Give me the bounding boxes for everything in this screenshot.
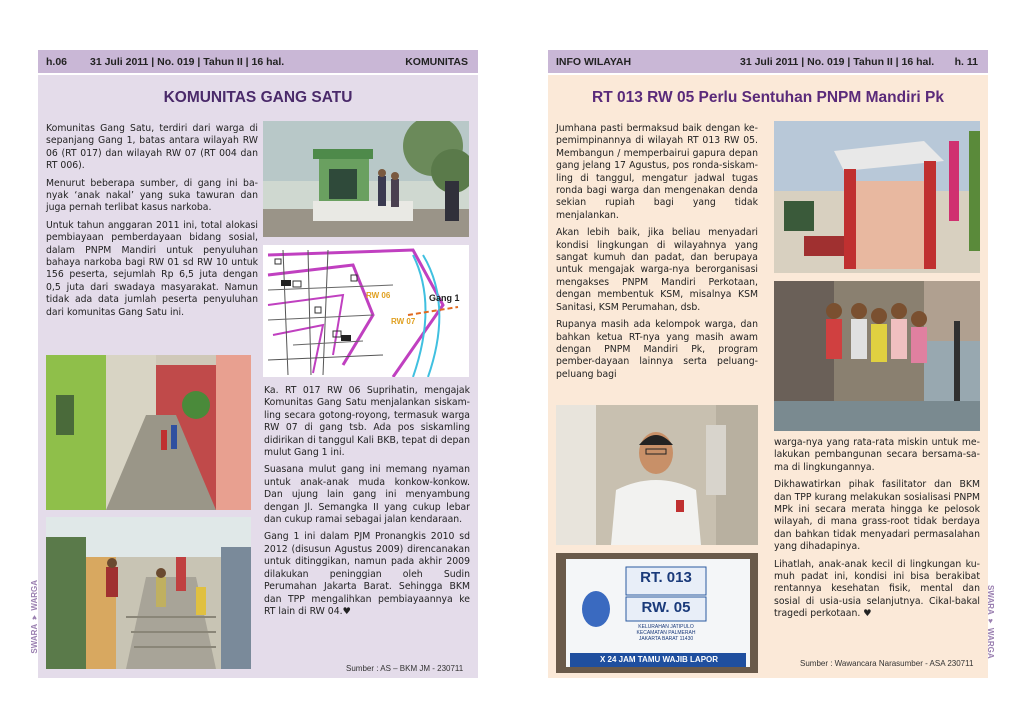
left-col2-para-3: Gang 1 ini dalam PJM Pronangkis 2010 sd 2012 (disusun Agustus 2009) direncanakan untuk ditinggikan, namun pada akhir 2009 dilakukan peninggian oleh Sudin Perumahan Jakarta Barat. Sehingga BKM dan TPP mengalihkan pembiayaannya ke RT lain di RW 04.♥ <box>264 531 470 617</box>
left-col2-para-1: Ka. RT 017 RW 06 Suprihatin, mengajak Komunitas Gang Satu menjalankan siskam-ling secara gotong-royong, termasuk warga RW 07 di gang tsb. Ada pos siskamling didirikan di tanggul Kali BKB, tepat di depan mulut Gang 1 ini. <box>264 385 470 459</box>
right-page <box>548 50 988 678</box>
left-column-2 <box>264 385 470 623</box>
right-col2-para-1: warga-nya yang rata-rata miskin untuk me-lakukan pembangunan secara bersama-sa-ma di lingkungannya. <box>774 437 980 473</box>
gate-photo <box>774 121 980 273</box>
map-label-gang1: Gang 1 <box>429 293 460 303</box>
sign-rw: RW. 05 <box>641 599 691 616</box>
right-source: Sumber : Wawancara Narasumber - ASA 230711 <box>800 659 974 668</box>
left-page-number: h.06 <box>46 56 68 68</box>
children-photo <box>774 281 980 431</box>
alley-photo-2 <box>46 517 251 669</box>
left-col1-para-2: Menurut beberapa sumber, di gang ini ba-nyak ‘anak nakal’ yang suka tawuran dan juga pernah terlibat kasus narkoba. <box>46 177 258 214</box>
right-col1-para-3: Rupanya masih ada kelompok warga, dan bahkan ketua RT-nya yang masih awam dengan PNPM Mandiri Pk, program pember-dayaan lainnya serta peluang-peluang bagi <box>556 319 758 380</box>
right-column-1 <box>556 123 758 386</box>
left-body <box>38 75 478 678</box>
gang-map <box>263 245 469 377</box>
right-col1-para-1: Jumhana pasti bermaksud baik dengan ke-pemimpinannya di wilayah RT 013 RW 05. Membangun / memperbairui gapura depan gang jelang 17 Agustus, pos ronda-siskam-ling di tanggul, mengatur jadwal tugas ronda bagi warga dan mengenakan denda sekian rupiah bagi yang tidak menjalankan. <box>556 123 758 221</box>
right-col1-para-2: Akan lebih baik, jika beliau menyadari kondisi lingkungan di wilayahnya yang sangat kumuh dan padat, dan berupaya untuk mengajak warga-nya berorganisasi mengakses PNPM Mandiri Perkotaan, dengan membentuk KSM, misalnya KSM Sanitasi, KSM Perumahan, dsb. <box>556 227 758 313</box>
right-body <box>548 75 988 678</box>
sign-address <box>616 624 716 642</box>
sign-line-2: KECAMATAN PALMERAH <box>636 630 696 636</box>
right-section-label: INFO WILAYAH <box>556 56 632 68</box>
left-col1-para-3: Untuk tahun anggaran 2011 ini, total alokasi pembiayaan pemberdayaan bidang sosial, dalam PNPM Mandiri untuk penyuluhan bahaya narkoba bagi RW 01 sd RW 10 untuk 156 peserta, sejumlah Rp 6,5 juta dengan 0,5 juta dari swadaya masyarakat. Namun tidak ada data jumlah peserta penyuluhan dari komunitas Gang Satu ini. <box>46 219 258 318</box>
left-issue-info: 31 Juli 2011 | No. 019 | Tahun II | 16 hal. <box>90 56 285 68</box>
left-column-1 <box>46 123 258 324</box>
left-col1-para-1: Komunitas Gang Satu, terdiri dari warga di sepanjang Gang 1, batas antara wilayah RW 06 (RT 017) dan wilayah RW 07 (RT 004 dan RT 006). <box>46 123 258 172</box>
right-column-2 <box>774 437 980 626</box>
right-col2-para-3: Lihatlah, anak-anak kecil di lingkungan ku-muh padat ini, kondisi ini bisa berakibat rentannya kesehatan fisik, mental dan sosial di usia-usia selanjutnya. Cikal-bakal tragedi perkotaan. ♥ <box>774 558 980 620</box>
guard-post-photo <box>263 121 469 237</box>
left-section-label: KOMUNITAS <box>405 56 468 68</box>
map-label-rw07: RW 07 <box>391 317 416 326</box>
left-header <box>38 50 478 73</box>
right-side-label: SWARA ♥ WARGA <box>986 585 995 659</box>
sign-bottom-text: X 24 JAM TAMU WAJIB LAPOR <box>599 655 719 664</box>
right-page-number: h. 11 <box>954 56 978 68</box>
rt-sign-photo <box>556 553 758 673</box>
map-label-rw06: RW 06 <box>366 291 391 300</box>
sign-line-3: JAKARTA BARAT 11430 <box>638 636 694 642</box>
left-page <box>38 50 478 678</box>
left-col2-para-2: Suasana mulut gang ini memang nyaman untuk anak-anak muda konkow-konkow. Dan ujung lain gang ini menyambung dengan Jl. Semangka II yang cukup lebar dan cukup ramai sebagai jalan kendaraan. <box>264 464 470 526</box>
sign-line-1: KELURAHAN JATIPULO <box>638 624 694 630</box>
right-col2-para-2: Dikhawatirkan pihak fasilitator dan BKM dan TPP kurang melakukan sosialisasi PNPM MPk ini secara merata hingga ke pelosok wilayah, di mana grass-root tidak berdaya dan bahkan tidak menyadari permasalahan yang dihadapinya. <box>774 479 980 553</box>
right-article-title: RT 013 RW 05 Perlu Sentuhan PNPM Mandiri Pk <box>592 89 944 106</box>
right-header <box>548 50 988 73</box>
right-issue-info: 31 Juli 2011 | No. 019 | Tahun II | 16 hal. <box>740 56 935 68</box>
rt-head-photo <box>556 405 758 545</box>
left-article-title: KOMUNITAS GANG SATU <box>163 89 353 106</box>
sign-rt: RT. 013 <box>640 569 692 586</box>
left-source: Sumber : AS – BKM JM - 230711 <box>346 664 464 673</box>
left-side-label: SWARA ♥ WARGA <box>30 580 39 654</box>
alley-photo-1 <box>46 355 251 510</box>
